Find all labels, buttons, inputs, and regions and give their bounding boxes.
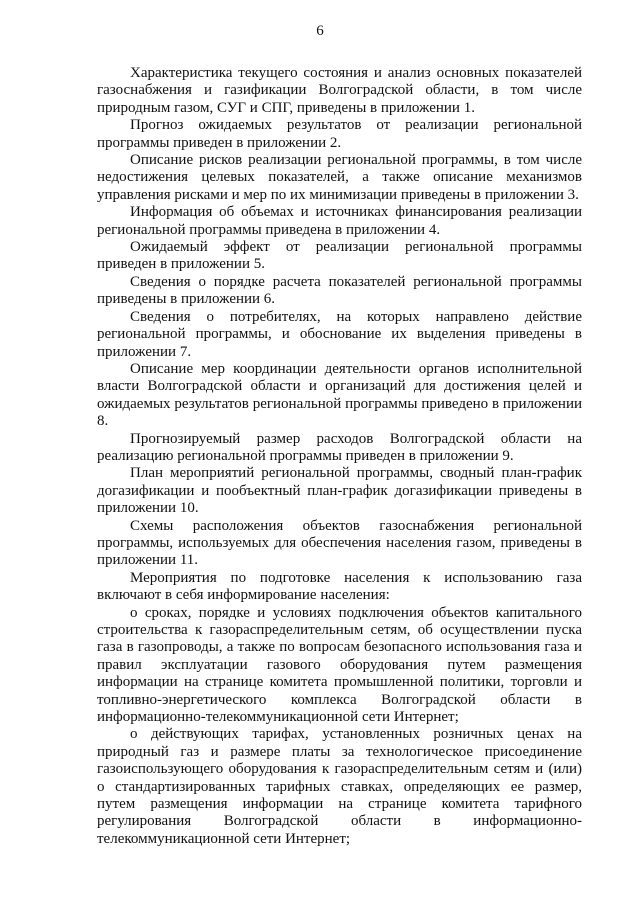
paragraph-3: Описание рисков реализации региональной программы, в том числе недостижения целевых показателей, а также описание механизмов управления рисками и мер по их минимизации приведены в приложении 3. bbox=[97, 152, 582, 203]
paragraph-12: Мероприятия по подготовке населения к использованию газа включают в себя информирование населения: bbox=[97, 569, 582, 604]
paragraph-8: Описание мер координации деятельности органов исполнительной власти Волгоградской области и организаций для достижения целей и ожидаемых результатов региональной программы приведено в приложении 8. bbox=[97, 360, 582, 430]
paragraph-9: Прогнозируемый размер расходов Волгоградской области на реализацию региональной программы приведен в приложении 9. bbox=[97, 430, 582, 464]
paragraph-10: План мероприятий региональной программы, сводный план-график догазификации и пообъектный план-график догазификации приведены в приложении 10. bbox=[97, 465, 582, 517]
paragraph-11: Схемы расположения объектов газоснабжения региональной программы, используемых для обеспечения населения газом, приведены в приложении 11. bbox=[97, 517, 582, 569]
paragraph-14: о действующих тарифах, установленных розничных ценах на природный газ и размере платы за технологическое присоединение газоиспользующего оборудования к газораспределительным сетям и (или) о стандартизированных тарифных ставках, определяющих ее размер, путем размещения информации на странице комитета тарифного регулирования Волгоградской области в информационно-телекоммуникационной сети Интернет; bbox=[97, 726, 582, 847]
document-body bbox=[97, 65, 582, 848]
paragraph-7: Сведения о потребителях, на которых направлено действие региональной программы, и обоснование их выделения приведены в приложении 7. bbox=[97, 308, 582, 360]
paragraph-6: Сведения о порядке расчета показателей региональной программы приведены в приложении 6. bbox=[97, 273, 582, 308]
page-number: 6 bbox=[316, 23, 324, 39]
paragraph-5: Ожидаемый эффект от реализации региональной программы приведен в приложении 5. bbox=[97, 239, 582, 273]
paragraph-1: Характеристика текущего состояния и анализ основных показателей газоснабжения и газификации Волгоградской области, в том числе природным газом, СУГ и СПГ, приведены в приложении 1. bbox=[97, 65, 582, 116]
paragraph-2: Прогноз ожидаемых результатов от реализации региональной программы приведен в приложении 2. bbox=[97, 117, 582, 151]
paragraph-4: Информация об объемах и источниках финансирования реализации региональной программы приведена в приложении 4. bbox=[97, 204, 582, 238]
paragraph-13: о сроках, порядке и условиях подключения объектов капитального строительства к газораспределительным сетям, об осуществлении пуска газа в газопроводы, а также по вопросам безопасного использования газа и правил эксплуатации газового оборудования путем размещения информации на странице комитета промышленной политики, торговли и топливно-энергетического комплекса Волгоградской области в информационно-телекоммуникационной сети Интернет; bbox=[97, 604, 582, 726]
